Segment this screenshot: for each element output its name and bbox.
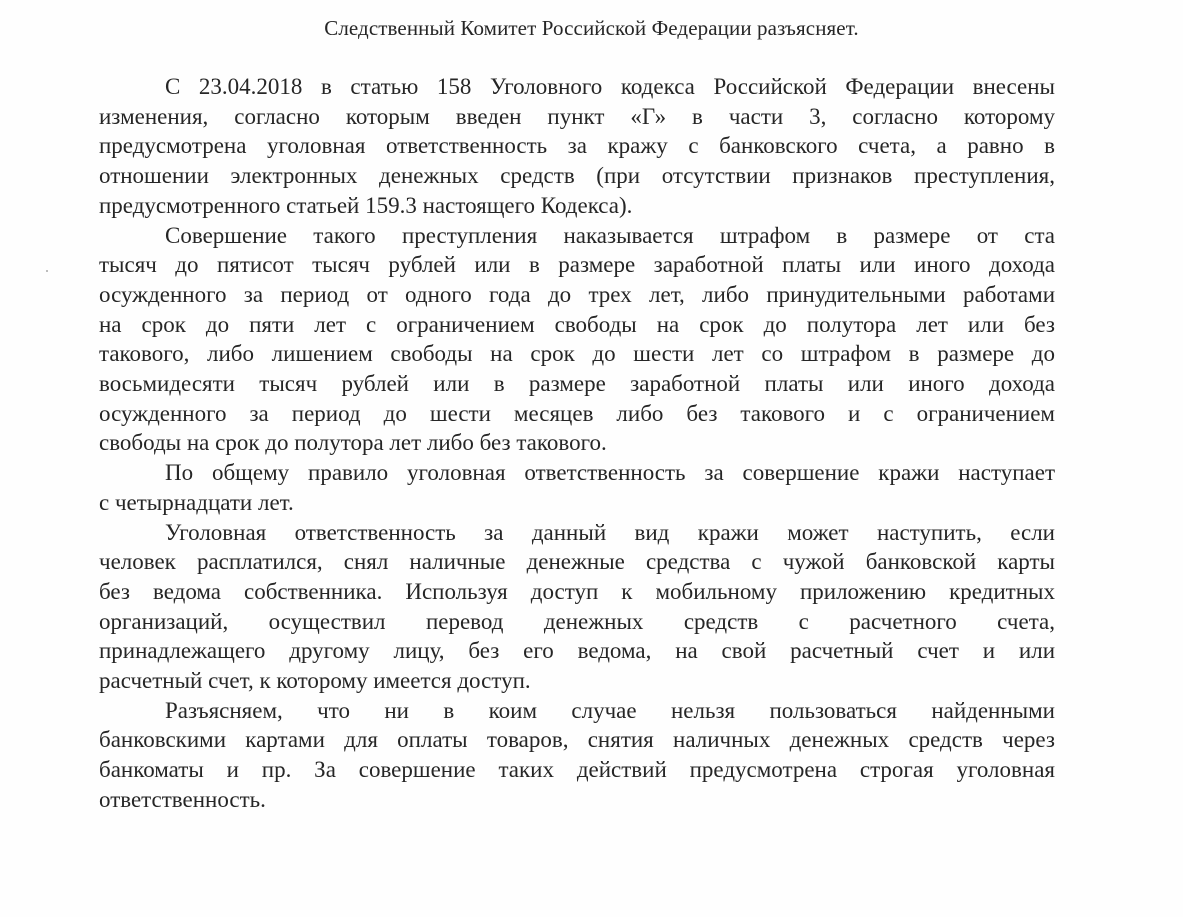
paragraph-line: расчетный счет, к которому имеется доступ. [99,668,531,694]
paragraph-line: предусмотрена уголовная ответственность за кражу с банковского счета, а равно в [99,133,1055,159]
paragraph-line: С 23.04.2018 в статью 158 Уголовного кодекса Российской Федерации внесены [165,74,1055,99]
paragraph-line: на срок до пяти лет с ограничением свободы на срок до полутора лет или без [99,311,1055,337]
paragraph-line: изменения, согласно которым введен пункт «Г» в части 3, согласно которому [99,103,1055,129]
paragraph-5 [99,696,1055,815]
paragraph-line: банковскими картами для оплаты товаров, снятия наличных денежных средств через [99,727,1055,753]
paragraph-line: восьмидесяти тысяч рублей или в размере заработной платы или иного дохода [99,371,1055,397]
paragraph-line: Совершение такого преступления наказывается штрафом в размере от ста [165,222,1055,248]
document-body [99,72,1055,815]
paragraph-line: принадлежащего другому лицу, без его ведома, на свой расчетный счет и или [99,638,1055,664]
paragraph-line: осужденного за период от одного года до трех лет, либо принудительными работами [99,281,1055,307]
paragraph-line: отношении электронных денежных средств (при отсутствии признаков преступления, [99,163,1055,189]
scan-speck [46,270,48,272]
paragraph-4 [99,518,1055,696]
paragraph-line: предусмотренного статьей 159.3 настоящего Кодекса). [99,192,633,218]
paragraph-line: тысяч до пятисот тысяч рублей или в размере заработной платы или иного дохода [99,252,1055,278]
paragraph-line: такового, либо лишением свободы на срок до шести лет со штрафом в размере до [99,341,1055,367]
paragraph-line: По общему правило уголовная ответственность за совершение кражи наступает [165,460,1055,486]
paragraph-3 [99,458,1055,517]
paragraph-line: Уголовная ответственность за данный вид кражи может наступить, если [165,519,1055,545]
paragraph-line: банкоматы и пр. За совершение таких действий предусмотрена строгая уголовная [99,757,1055,783]
paragraph-2 [99,221,1055,459]
paragraph-line: Разъясняем, что ни в коим случае нельзя пользоваться найденными [165,697,1055,723]
paragraph-line: человек расплатился, снял наличные денежные средства с чужой банковской карты [99,549,1055,575]
paragraph-line: организаций, осуществил перевод денежных средств с расчетного счета, [99,608,1055,634]
paragraph-line: без ведома собственника. Используя доступ к мобильному приложению кредитных [99,578,1055,604]
paragraph-1 [99,72,1055,221]
paragraph-line: с четырнадцати лет. [99,489,294,515]
document-heading: Следственный Комитет Российской Федерации разъясняет. [324,16,859,40]
paragraph-line: осужденного за период до шести месяцев либо без такового и с ограничением [99,400,1055,426]
paragraph-line: ответственность. [99,786,266,812]
paragraph-line: свободы на срок до полутора лет либо без такового. [99,430,607,456]
